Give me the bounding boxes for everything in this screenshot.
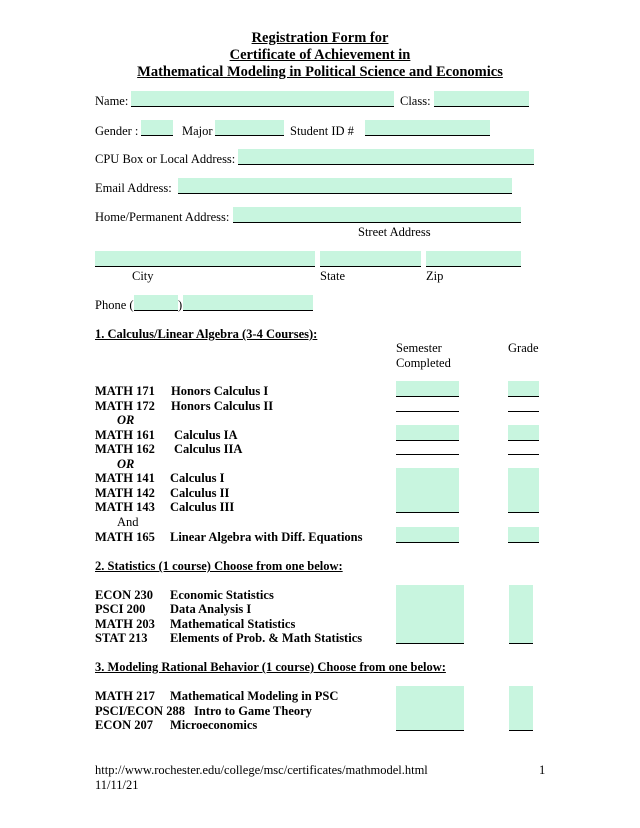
form-title-line-3: Mathematical Modeling in Political Science and Economics — [137, 64, 503, 80]
section-2-title: 2. Statistics (1 course) Choose from one below: — [95, 559, 343, 573]
class-field[interactable] — [434, 91, 529, 107]
grade-field[interactable] — [509, 628, 533, 644]
grade-field[interactable] — [509, 599, 533, 615]
or-separator: OR — [117, 413, 135, 427]
class-label: Class: — [400, 94, 431, 108]
street-address-caption: Street Address — [358, 225, 431, 239]
course-name: Honors Calculus II — [171, 399, 274, 413]
student-id-label: Student ID # — [290, 124, 354, 138]
zip-field[interactable] — [426, 251, 521, 267]
section-3-title: 3. Modeling Rational Behavior (1 course) Choose from one below: — [95, 660, 446, 674]
page-number: 1 — [539, 763, 546, 777]
course-name: Calculus IIA — [174, 442, 243, 456]
course-code: PSCI 200 — [95, 602, 146, 616]
course-code: ECON 207 — [95, 718, 153, 732]
name-field[interactable] — [131, 91, 394, 107]
course-name: Linear Algebra with Diff. Equations — [170, 530, 363, 544]
semester-field[interactable] — [396, 396, 459, 412]
course-name: Calculus II — [170, 486, 230, 500]
footer-url: http://www.rochester.edu/college/msc/certificates/mathmodel.html — [95, 763, 428, 777]
street-address-field[interactable] — [233, 207, 521, 223]
semester-field[interactable] — [396, 468, 459, 484]
phone-label: Phone ( — [95, 298, 134, 312]
city-caption: City — [132, 269, 154, 283]
course-name: Elements of Prob. & Math Statistics — [170, 631, 363, 645]
course-name: Microeconomics — [170, 718, 258, 732]
course-code: MATH 172 — [95, 399, 155, 413]
semester-header-line-1: Semester — [396, 341, 442, 355]
gender-field[interactable] — [141, 120, 173, 136]
cpu-box-field[interactable] — [238, 149, 534, 165]
semester-field[interactable] — [396, 686, 464, 702]
semester-header-line-2: Completed — [396, 356, 451, 370]
major-field[interactable] — [215, 120, 284, 136]
grade-field[interactable] — [509, 686, 533, 702]
semester-field[interactable] — [396, 381, 459, 397]
grade-field[interactable] — [508, 468, 539, 484]
course-code: MATH 162 — [95, 442, 155, 456]
semester-field[interactable] — [396, 527, 459, 543]
state-field[interactable] — [320, 251, 421, 267]
grade-field[interactable] — [508, 439, 539, 455]
phone-paren-close: ) — [178, 298, 183, 312]
home-address-label: Home/Permanent Address: — [95, 210, 230, 224]
course-name: Calculus III — [170, 500, 235, 514]
email-label: Email Address: — [95, 181, 172, 195]
phone-number-field[interactable] — [183, 295, 313, 311]
or-separator: OR — [117, 457, 135, 471]
grade-field[interactable] — [509, 715, 533, 731]
grade-field[interactable] — [508, 381, 539, 397]
course-code: MATH 203 — [95, 617, 155, 631]
course-code: MATH 161 — [95, 428, 155, 442]
course-name: Calculus I — [170, 471, 225, 485]
grade-header: Grade — [508, 341, 539, 355]
semester-field[interactable] — [396, 599, 464, 615]
state-caption: State — [320, 269, 345, 283]
phone-area-code-field[interactable] — [134, 295, 178, 311]
form-title-line-2: Certificate of Achievement in — [229, 47, 411, 63]
zip-caption: Zip — [426, 269, 444, 283]
course-code: MATH 171 — [95, 384, 155, 398]
course-code: MATH 165 — [95, 530, 155, 544]
name-label: Name: — [95, 94, 129, 108]
email-field[interactable] — [178, 178, 512, 194]
city-field[interactable] — [95, 251, 315, 267]
cpu-box-label: CPU Box or Local Address: — [95, 152, 236, 166]
major-label: Major — [182, 124, 213, 138]
and-separator: And — [117, 515, 139, 529]
course-code: ECON 230 — [95, 588, 153, 602]
student-id-field[interactable] — [365, 120, 490, 136]
footer-date: 11/11/21 — [95, 778, 139, 792]
semester-field[interactable] — [396, 439, 459, 455]
course-name: Calculus IA — [174, 428, 238, 442]
grade-field[interactable] — [508, 527, 539, 543]
course-code: MATH 143 — [95, 500, 155, 514]
course-code: STAT 213 — [95, 631, 148, 645]
course-name: Intro to Game Theory — [194, 704, 312, 718]
grade-field[interactable] — [508, 396, 539, 412]
course-name: Economic Statistics — [170, 588, 274, 602]
course-code: MATH 141 — [95, 471, 155, 485]
form-title-line-1: Registration Form for — [251, 30, 389, 46]
semester-field[interactable] — [396, 497, 459, 513]
course-name: Honors Calculus I — [171, 384, 269, 398]
grade-field[interactable] — [508, 497, 539, 513]
section-1-title: 1. Calculus/Linear Algebra (3-4 Courses): — [95, 327, 318, 341]
course-code: MATH 217 — [95, 689, 155, 703]
semester-field[interactable] — [396, 715, 464, 731]
course-name: Mathematical Modeling in PSC — [170, 689, 339, 703]
semester-field[interactable] — [396, 628, 464, 644]
course-name: Mathematical Statistics — [170, 617, 296, 631]
course-code: MATH 142 — [95, 486, 155, 500]
course-name: Data Analysis I — [170, 602, 252, 616]
gender-label: Gender : — [95, 124, 139, 138]
course-code: PSCI/ECON 288 — [95, 704, 185, 718]
